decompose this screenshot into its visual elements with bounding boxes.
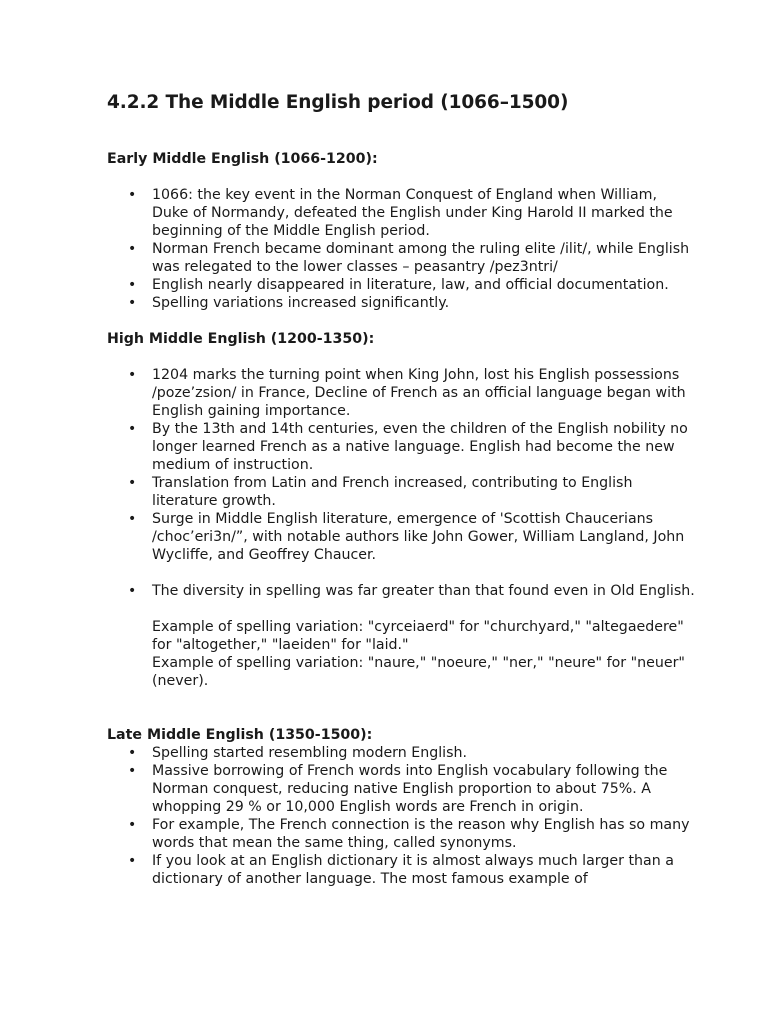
bullet-icon: • (128, 511, 137, 527)
list-item (107, 852, 697, 888)
section-late-middle-english (107, 726, 697, 888)
list-item-text: If you look at an English dictionary it is almost always much larger than a dictionary of another language. The most famous example of (152, 853, 674, 887)
list-item-text: Surge in Middle English literature, emergence of 'Scottish Chaucerians /choc’eri3n/”, with notable authors like John Gower, William Langland, John Wycliffe, and Geoffrey Chaucer. (152, 511, 685, 563)
bullet-icon: • (128, 853, 137, 869)
list-item-text: 1066: the key event in the Norman Conquest of England when William, Duke of Normandy, defeated the English under King Harold II marked the beginning of the Middle English period. (152, 187, 673, 239)
bullet-icon: • (128, 817, 137, 833)
list-item-text: For example, The French connection is the reason why English has so many words that mean the same thing, called synonyms. (152, 817, 690, 851)
list-item-text: By the 13th and 14th centuries, even the children of the English nobility no longer learned French as a native language. English had become the new medium of instruction. (152, 421, 688, 473)
bullet-icon: • (128, 277, 137, 293)
list-item-text: Spelling started resembling modern English. (152, 745, 468, 761)
section-heading: Early Middle English (1066-1200): (107, 151, 378, 167)
list-item-text: Norman French became dominant among the ruling elite /ilit/, while English was relegated to the lower classes – peasantry /pez3ntri/ (152, 241, 690, 275)
bullet-icon: • (128, 187, 137, 203)
section-heading: Late Middle English (1350-1500): (107, 727, 373, 743)
bullet-icon: • (128, 367, 137, 383)
section-high-middle-english (107, 330, 697, 690)
section-early-middle-english (107, 150, 697, 312)
page-title: 4.2.2 The Middle English period (1066–1500) (107, 92, 569, 113)
bullet-list (107, 186, 697, 312)
bullet-icon: • (128, 241, 137, 257)
list-item (107, 510, 697, 564)
bullet-list (107, 582, 697, 600)
list-item (107, 294, 697, 312)
list-item (107, 762, 697, 816)
bullet-icon: • (128, 475, 137, 491)
list-item (107, 420, 697, 474)
list-item (107, 186, 697, 240)
list-item-text: Spelling variations increased significantly. (152, 295, 450, 311)
list-item (107, 240, 697, 276)
bullet-icon: • (128, 583, 137, 599)
bullet-icon: • (128, 295, 137, 311)
list-item (107, 582, 697, 600)
spelling-example: Example of spelling variation: "naure," "noeure," "ner," "neure" for "neuer" (never). (152, 655, 685, 689)
list-item-text: English nearly disappeared in literature, law, and official documentation. (152, 277, 669, 293)
list-item (107, 366, 697, 420)
bullet-icon: • (128, 421, 137, 437)
bullet-icon: • (128, 745, 137, 761)
list-item (107, 276, 697, 294)
list-item-text: Massive borrowing of French words into English vocabulary following the Norman conquest, reducing native English proportion to about 75%. A whopping 29 % or 10,000 English words are French in origin. (152, 763, 668, 815)
bullet-list (107, 744, 697, 888)
bullet-icon: • (128, 763, 137, 779)
list-item (107, 474, 697, 510)
document-page (107, 92, 697, 888)
list-item-text: 1204 marks the turning point when King John, lost his English possessions /poze’zsion/ in France, Decline of French as an official language began with English gaining importance. (152, 367, 686, 419)
list-item (107, 744, 697, 762)
section-heading: High Middle English (1200-1350): (107, 331, 375, 347)
list-item (107, 816, 697, 852)
spelling-example: Example of spelling variation: "cyrceiaerd" for "churchyard," "altegaedere" for "altogether," "laeiden" for "laid." (152, 619, 684, 653)
list-item-text: The diversity in spelling was far greater than that found even in Old English. (152, 583, 695, 599)
bullet-list (107, 366, 697, 564)
list-item-text: Translation from Latin and French increased, contributing to English literature growth. (152, 475, 633, 509)
